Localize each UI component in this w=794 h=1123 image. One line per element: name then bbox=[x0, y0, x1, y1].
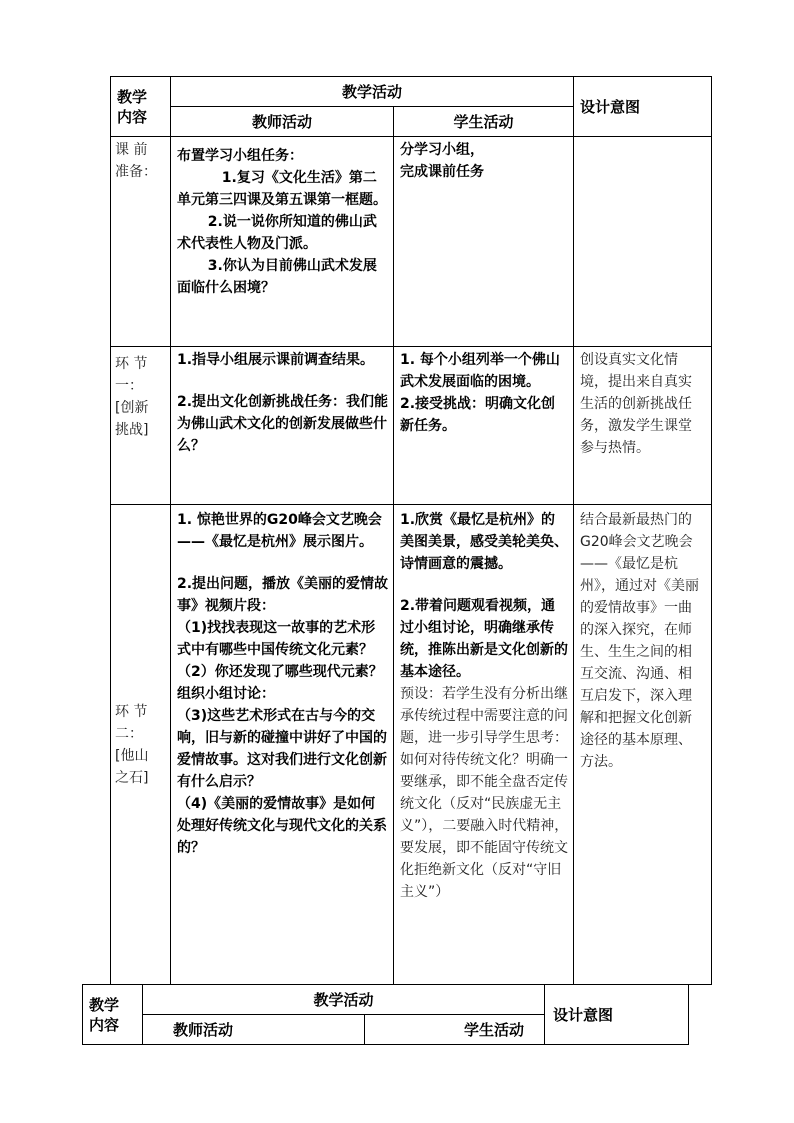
text-line: 2.提出文化创新挑战任务：我们能为佛山武术文化的创新发展做些什么？ bbox=[177, 394, 389, 454]
header-content-cell: 教学 内容 bbox=[83, 985, 143, 1045]
row-student-cell bbox=[394, 347, 574, 505]
row-teacher-cell bbox=[171, 137, 394, 347]
lesson-plan-table bbox=[110, 76, 712, 985]
text-line: 1.复习《文化生活》第二单元第三四课及第五课第一框题。 bbox=[177, 170, 387, 208]
text-line: （3)这些艺术形式在古与今的交响，旧与新的碰撞中讲好了中国的爱情故事。这对我们进行文化创新有什么启示？ bbox=[177, 708, 387, 790]
header-content-cell: 教学 内容 bbox=[111, 77, 171, 137]
row-teacher-cell bbox=[171, 347, 394, 505]
row-content-cell: 环 节 二： [他山 之石] bbox=[111, 505, 171, 985]
text-line: （4)《美丽的爱情故事》是如何处理好传统文化与现代文化的关系的？ bbox=[177, 796, 387, 856]
row-content-cell: 课 前 准备： bbox=[111, 137, 171, 347]
row-teacher-cell bbox=[171, 505, 394, 985]
text-line: 预设：若学生没有分析出继承传统过程中需要注意的问题，进一步引导学生思考：如何对待传统文化？明确一要继承，即不能全盘否定传统文化（反对“民族虚无主义”），二要融入时代精神，要发展，即不能固守传统文化拒绝新文化（反对“守旧主义”） bbox=[400, 686, 569, 900]
text-line: （1)找找表现这一故事的艺术形式中有哪些中国传统文化元素？ bbox=[177, 620, 376, 658]
text-line: 1. 每个小组列举一个佛山武术发展面临的困境。 bbox=[400, 352, 560, 390]
table-header-row bbox=[83, 985, 689, 1015]
text-line bbox=[177, 553, 389, 573]
row-design-cell bbox=[574, 137, 712, 347]
text-line: 1.欣赏《最忆是杭州》的美图美景，感受美轮美奂、诗情画意的震撼。 bbox=[400, 512, 568, 572]
text-line: 布置学习小组任务： bbox=[177, 148, 303, 164]
row-design-cell: 结合最新最热门的G20峰会文艺晚会——《最忆是杭州》，通过对《美丽的爱情故事》一曲的深入探究，在师生、生生之间的相互交流、沟通、相互启发下，深入理解和把握文化创新途径的基本原理、方法。 bbox=[574, 505, 712, 985]
text-line bbox=[400, 575, 569, 595]
text-line: （2）你还发现了哪些现代元素？ bbox=[177, 664, 383, 680]
text-line: 2.说一说你所知道的佛山武术代表性人物及门派。 bbox=[177, 214, 377, 252]
text-line: 完成课前任务 bbox=[400, 164, 484, 180]
text-line: 1.指导小组展示课前调查结果。 bbox=[177, 352, 375, 368]
header-activity-cell: 教学活动 bbox=[143, 985, 545, 1015]
table-header-row bbox=[111, 77, 712, 107]
text-line: 2.提出问题，播放《美丽的爱情故事》视频片段： bbox=[177, 576, 389, 614]
header-activity-cell: 教学活动 bbox=[171, 77, 574, 107]
table-row bbox=[111, 137, 712, 347]
text-line: 组织小组讨论： bbox=[177, 686, 275, 702]
table-row bbox=[111, 347, 712, 505]
text-line bbox=[177, 371, 389, 391]
header-teacher-cell: 教师活动 bbox=[171, 107, 394, 137]
header-teacher-cell: 教师活动 bbox=[143, 1015, 365, 1045]
header-design-cell: 设计意图 bbox=[574, 77, 712, 137]
row-design-cell: 创设真实文化情境，提出来自真实生活的创新挑战任务，激发学生课堂参与热情。 bbox=[574, 347, 712, 505]
text-line: 3.你认为目前佛山武术发展面临什么困境？ bbox=[177, 258, 377, 296]
text-line: 1. 惊艳世界的G20峰会文艺晚会——《最忆是杭州》展示图片。 bbox=[177, 512, 382, 550]
continuation-header-table bbox=[82, 984, 689, 1045]
text-line: 2.带着问题观看视频，通过小组讨论，明确继承传统，推陈出新是文化创新的基本途径。 bbox=[400, 598, 568, 680]
header-student-cell: 学生活动 bbox=[394, 107, 574, 137]
header-student-cell: 学生活动 bbox=[365, 1015, 545, 1045]
table-row bbox=[111, 505, 712, 985]
text-line: 2.接受挑战：明确文化创新任务。 bbox=[400, 396, 556, 434]
header-design-cell: 设计意图 bbox=[545, 985, 689, 1045]
row-content-cell: 环 节 一： [创新 挑战] bbox=[111, 347, 171, 505]
text-line: 分学习小组， bbox=[400, 142, 484, 158]
row-student-cell bbox=[394, 505, 574, 985]
row-student-cell bbox=[394, 137, 574, 347]
